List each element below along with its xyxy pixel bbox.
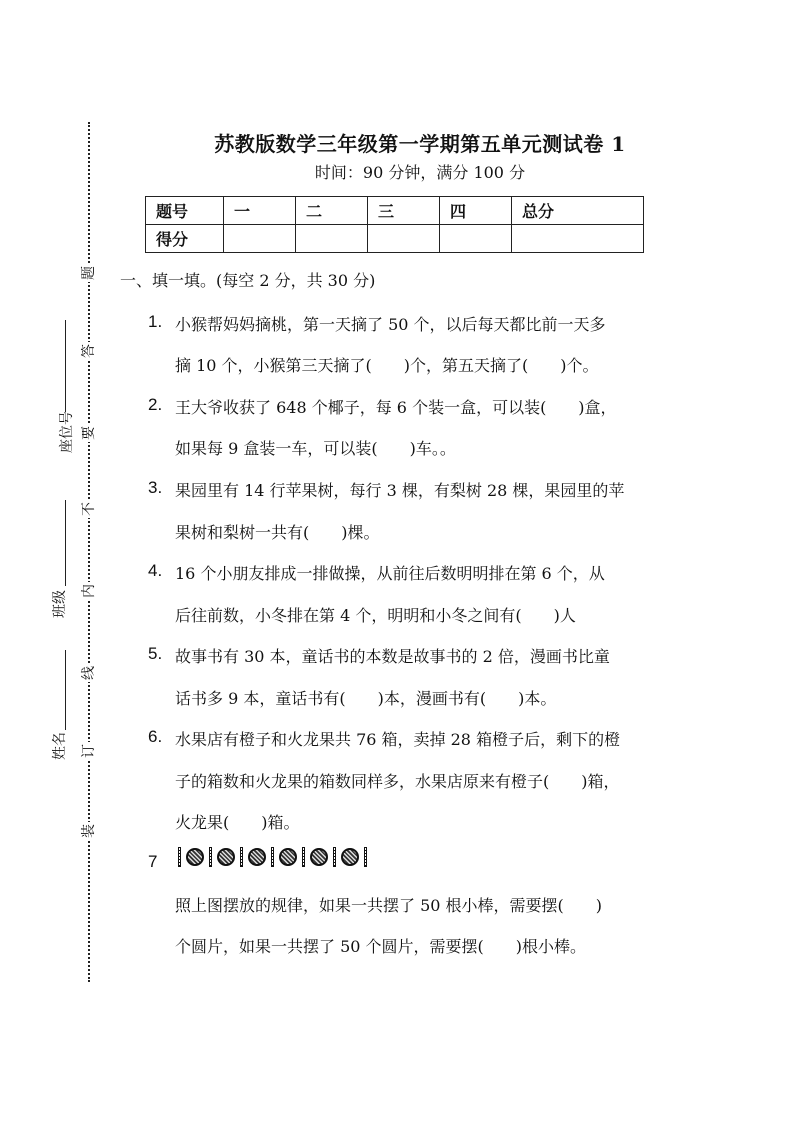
question-number: 4. (148, 561, 163, 580)
question-text: 果树和梨树一共有( )棵。 (175, 523, 380, 542)
name-label: 姓名 (52, 732, 68, 760)
score-table (145, 196, 644, 253)
score-input-cell[interactable] (512, 225, 644, 253)
table-cell: 三 (368, 197, 440, 225)
binding-char: 不 (81, 502, 97, 516)
binding-char: 装 (81, 824, 97, 838)
table-cell: 一 (224, 197, 296, 225)
stick-icon (364, 847, 367, 867)
stick-icon (271, 847, 274, 867)
name-field[interactable] (46, 650, 70, 774)
stick-icon (302, 847, 305, 867)
stick-icon (333, 847, 336, 867)
question-number: 3. (148, 478, 163, 497)
question-number: 5. (148, 644, 163, 663)
question-number: 7 (148, 852, 158, 871)
page-title: 苏教版数学三年级第一学期第五单元测试卷 1 (214, 132, 626, 156)
score-input-cell[interactable] (368, 225, 440, 253)
exam-time-info: 时间：90 分钟，满分 100 分 (314, 163, 526, 182)
seat-number-label: 座位号 (59, 411, 75, 453)
class-field[interactable] (46, 500, 70, 634)
seat-number-field[interactable] (46, 320, 75, 472)
table-cell: 题号 (146, 197, 224, 225)
binding-char: 题 (81, 266, 97, 280)
binding-char: 线 (81, 666, 97, 680)
stick-icon (178, 847, 181, 867)
coin-icon (217, 848, 235, 866)
question-text: 摘 10 个，小猴第三天摘了( )个，第五天摘了( )个。 (175, 356, 599, 375)
binding-char: 内 (81, 584, 97, 598)
question-text: 小猴帮妈妈摘桃，第一天摘了 50 个，以后每天都比前一天多 (175, 315, 606, 334)
question-text: 子的箱数和火龙果的箱数同样多，水果店原来有橙子( )箱， (175, 772, 620, 791)
question-text: 如果每 9 盒装一车，可以装( )车。。 (175, 439, 456, 458)
score-input-cell[interactable] (224, 225, 296, 253)
binding-char: 要 (81, 426, 97, 440)
binding-dotted-line (88, 122, 90, 982)
table-row (146, 197, 644, 225)
coin-icon (248, 848, 266, 866)
question-text: 后往前数，小冬排在第 4 个，明明和小冬之间有( )人 (175, 606, 576, 625)
question-text: 话书多 9 本，童话书有( )本，漫画书有( )本。 (175, 689, 557, 708)
table-row (146, 225, 644, 253)
question-text: 王大爷收获了 648 个椰子，每 6 个装一盒，可以装( )盒， (175, 398, 617, 417)
stick-icon (209, 847, 212, 867)
question-number: 6. (148, 727, 163, 746)
class-label: 班级 (52, 590, 68, 618)
coin-icon (310, 848, 328, 866)
score-input-cell[interactable] (296, 225, 368, 253)
table-cell: 四 (440, 197, 512, 225)
coin-icon (186, 848, 204, 866)
question-text: 故事书有 30 本，童话书的本数是故事书的 2 倍，漫画书比童 (175, 647, 610, 666)
table-cell: 得分 (146, 225, 224, 253)
question-text: 照上图摆放的规律，如果一共摆了 50 根小棒，需要摆( ) (175, 896, 603, 915)
question-text: 果园里有 14 行苹果树，每行 3 棵，有梨树 28 棵，果园里的苹 (175, 481, 625, 500)
question-text: 个圆片，如果一共摆了 50 个圆片，需要摆( )根小棒。 (175, 937, 587, 956)
section-heading: 一、填一填。(每空 2 分，共 30 分) (120, 271, 376, 290)
coin-icon (341, 848, 359, 866)
table-cell: 二 (296, 197, 368, 225)
binding-char: 答 (81, 344, 97, 358)
sticks-and-coins-figure (175, 847, 370, 867)
question-text: 火龙果( )箱。 (175, 813, 300, 832)
binding-char: 订 (81, 744, 97, 758)
stick-icon (240, 847, 243, 867)
coin-icon (279, 848, 297, 866)
question-number: 1. (148, 312, 163, 331)
table-cell: 总分 (512, 197, 644, 225)
question-text: 16 个小朋友排成一排做操，从前往后数明明排在第 6 个，从 (175, 564, 605, 583)
question-text: 水果店有橙子和火龙果共 76 箱，卖掉 28 箱橙子后，剩下的橙 (175, 730, 621, 749)
question-number: 2. (148, 395, 163, 414)
score-input-cell[interactable] (440, 225, 512, 253)
